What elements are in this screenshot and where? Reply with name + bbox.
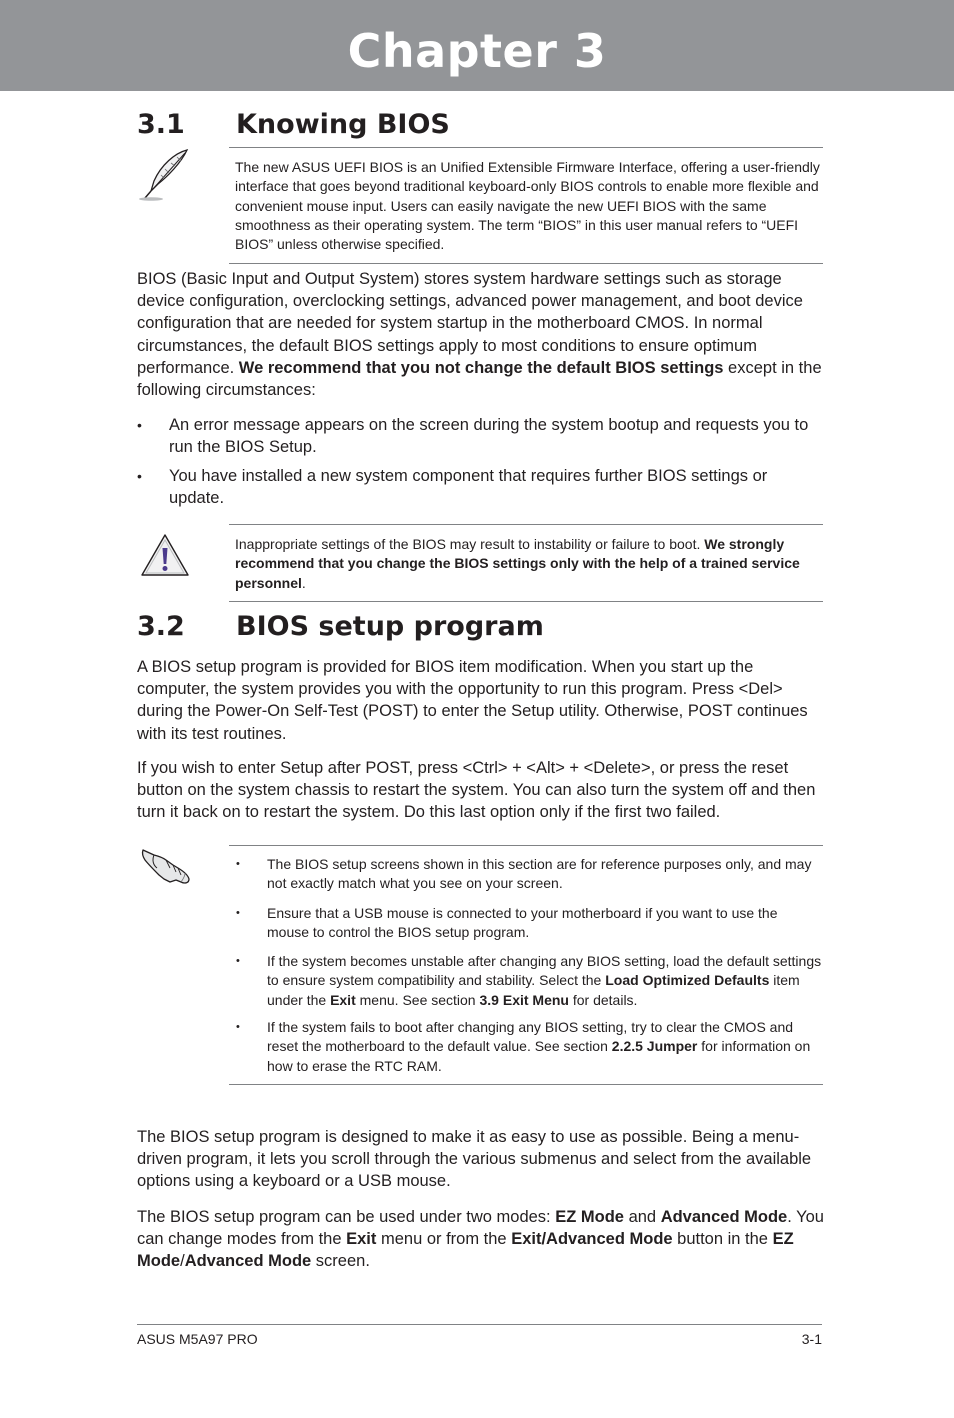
emphasis-text: EZ Mode: [137, 1230, 794, 1271]
divider: [229, 147, 823, 148]
bullet-marker: •: [137, 468, 142, 484]
paragraph-text: /: [180, 1252, 185, 1271]
divider: [229, 601, 823, 602]
note-list-item: [267, 1018, 822, 1076]
chapter-title: Chapter 3: [347, 24, 607, 78]
warning-emphasis-text: We strongly recommend that you change the BIOS settings only with the help of a trained service personnel: [235, 536, 800, 591]
note-text: The new ASUS UEFI BIOS is an Unified Extensible Firmware Interface, offering a user-friendly interface that goes beyond traditional keyboard-only BIOS controls to enable more flexible and convenient mouse input. Users can easily navigate the new UEFI BIOS with the same smoothness as their operating system. The term “BIOS” in this user manual refers to “UEFI BIOS” unless otherwise specified.: [235, 159, 820, 253]
paragraph-text: screen.: [311, 1252, 370, 1271]
note-text: If the system fails to boot after changing any BIOS setting, try to clear the CMOS and reset the motherboard to the default value. See section: [267, 1019, 794, 1055]
divider: [229, 1084, 823, 1085]
note-list-item: Ensure that a USB mouse is connected to your motherboard if you want to use the mouse to control the BIOS setup program.: [267, 905, 778, 941]
note-text: for details.: [568, 991, 638, 1008]
section-title: BIOS setup program: [236, 611, 544, 642]
emphasis-text: We recommend that you not change the default BIOS settings: [238, 358, 724, 377]
section-number: 3.2: [137, 611, 185, 642]
body-paragraph: The BIOS setup program is designed to make it as easy to use as possible. Being a menu-driven program, it lets you scroll through the various submenus and select from the available options using a keyboard or a USB mouse.: [137, 1128, 812, 1191]
warning-plain-text: .: [301, 574, 306, 591]
list-item: An error message appears on the screen during the system bootup and requests you to run the BIOS Setup.: [169, 416, 809, 457]
bullet-marker: •: [236, 907, 240, 919]
note-list-item: The BIOS setup screens shown in this section are for reference purposes only, and may not exactly match what you see on your screen.: [267, 856, 812, 892]
bullet-marker: •: [137, 417, 142, 433]
warning-text: [235, 535, 825, 593]
list-item: You have installed a new system component that requires further BIOS settings or update.: [169, 467, 768, 508]
note-emphasis: 3.9 Exit Menu: [479, 991, 569, 1008]
warning-triangle-icon: [140, 533, 190, 577]
section-number: 3.1: [137, 109, 185, 140]
body-paragraph: A BIOS setup program is provided for BIOS item modification. When you start up the computer, the system provides you with the opportunity to run this program. Press <Del> during the Power-On Self-Test (POST) to enter the Setup utility. Otherwise, POST continues with its test routines.: [137, 658, 808, 743]
footer-page-number: 3-1: [801, 1331, 822, 1347]
emphasis-text: EZ Mode: [555, 1208, 624, 1226]
emphasis-text: Advanced Mode: [184, 1252, 312, 1271]
note-text: item under the: [267, 972, 800, 1008]
note-emphasis: 2.2.5 Jumper: [611, 1038, 698, 1055]
body-paragraph: [137, 268, 827, 401]
body-paragraph: If you wish to enter Setup after POST, press <Ctrl> + <Alt> + <Delete>, or press the reset button on the system chassis to restart the system. You can also turn the system off and then turn it back on to restart the system. Do this last option only if the first two failed.: [137, 759, 816, 822]
chapter-banner: [0, 0, 954, 91]
note-text: menu. See section: [355, 991, 480, 1008]
note-emphasis: Load Optimized Defaults: [605, 972, 770, 989]
emphasis-text: Exit/Advanced Mode: [511, 1230, 673, 1249]
divider: [229, 845, 823, 846]
warning-plain-text: Inappropriate settings of the BIOS may result to instability or failure to boot.: [235, 536, 705, 552]
note-text: for information on how to erase the RTC RAM.: [267, 1038, 811, 1074]
paragraph-text: BIOS (Basic Input and Output System) stores system hardware settings such as storage device configuration, overclocking settings, advanced power management, and boot device configuration that are needed for system startup in the motherboard CMOS. In normal circumstances, the default BIOS settings apply to most conditions to ensure optimum performance.: [137, 270, 803, 377]
section-title: Knowing BIOS: [236, 109, 450, 140]
footer-product-name: ASUS M5A97 PRO: [137, 1331, 258, 1347]
bullet-marker: •: [236, 955, 240, 967]
bullet-marker: •: [236, 858, 240, 870]
pointing-hand-icon: [140, 846, 192, 886]
paragraph-text: The BIOS setup program can be used under two modes:: [137, 1208, 556, 1226]
footer-rule: [137, 1324, 822, 1325]
paragraph-text: and: [623, 1208, 661, 1226]
paragraph-text: button in the: [672, 1230, 773, 1249]
bullet-marker: •: [236, 1021, 240, 1033]
paragraph-text: menu or from the: [376, 1230, 512, 1249]
note-emphasis: Exit: [330, 991, 356, 1008]
paragraph-text: except in the following circumstances:: [137, 358, 822, 400]
body-paragraph: [137, 1206, 827, 1273]
note-text: If the system becomes unstable after changing any BIOS setting, load the default settings to ensure system compatibility and stability. Select the: [267, 953, 822, 989]
note-list-item: [267, 952, 822, 1010]
divider: [229, 524, 823, 525]
pencil-icon: [137, 147, 193, 203]
paragraph-text: . You can change modes from the: [137, 1208, 824, 1249]
emphasis-text: Exit: [346, 1230, 377, 1249]
emphasis-text: Advanced Mode: [660, 1208, 788, 1226]
divider: [229, 263, 823, 264]
